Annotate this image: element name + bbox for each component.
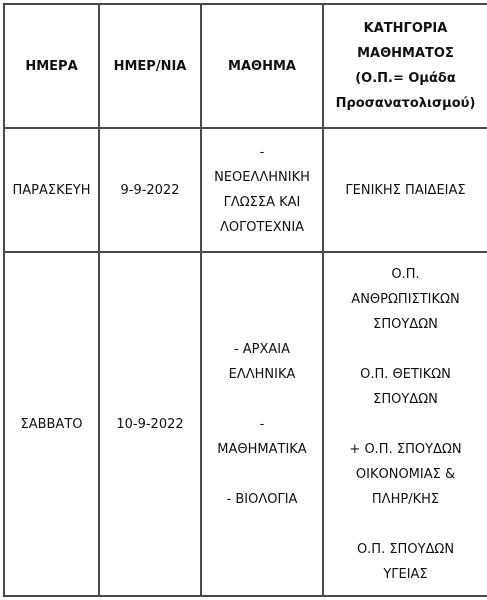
category-line: ΟΙΚΟΝΟΜΙΑΣ & (355, 466, 456, 482)
category-line: Ο.Π. (391, 266, 420, 282)
cell-day: ΣΑΒΒΑΤΟ (4, 252, 99, 596)
spacer (328, 337, 483, 362)
header-category (323, 4, 487, 128)
subject-line: ΕΛΛΗΝΙΚΑ (228, 366, 296, 382)
cell-day: ΠΑΡΑΣΚΕΥΗ (4, 128, 99, 252)
spacer (206, 387, 318, 412)
category-line: Ο.Π. ΘΕΤΙΚΩΝ (360, 366, 451, 382)
category-line: Ο.Π. ΣΠΟΥΔΩΝ (356, 541, 455, 557)
category-line: ΠΛΗΡ/ΚΗΣ (371, 491, 440, 507)
category-line: + Ο.Π. ΣΠΟΥΔΩΝ (349, 441, 462, 457)
table-header-row (4, 4, 487, 128)
header-day: ΗΜΕΡΑ (4, 4, 99, 128)
spacer (206, 462, 318, 487)
subject-line: ΛΟΓΟΤΕΧΝΙΑ (219, 220, 305, 235)
spacer (328, 412, 483, 437)
subject-line: - (259, 145, 265, 160)
subject-line: ΝΕΟΕΛΛΗΝΙΚΗ (214, 170, 310, 185)
subject-line: - (259, 416, 265, 432)
header-category-line: (Ο.Π.= Ομάδα (355, 71, 456, 86)
cell-date: 9-9-2022 (99, 128, 201, 252)
category-line: ΣΠΟΥΔΩΝ (373, 316, 438, 332)
cell-subject (201, 128, 323, 252)
table-row (4, 128, 487, 252)
category-line: ΣΠΟΥΔΩΝ (373, 391, 438, 407)
header-category-line: ΜΑΘΗΜΑΤΟΣ (357, 46, 454, 61)
header-date: ΗΜΕΡ/ΝΙΑ (99, 4, 201, 128)
cell-category: ΓΕΝΙΚΗΣ ΠΑΙΔΕΙΑΣ (323, 128, 487, 252)
table-row (4, 252, 487, 596)
category-line: ΑΝΘΡΩΠΙΣΤΙΚΩΝ (351, 291, 460, 307)
cell-category (323, 252, 487, 596)
subject-line: ΓΛΩΣΣΑ ΚΑΙ (223, 195, 301, 210)
header-category-line: Προσανατολισμού) (335, 96, 476, 111)
header-subject: ΜΑΘΗΜΑ (201, 4, 323, 128)
subject-line: ΜΑΘΗΜΑΤΙΚΑ (217, 441, 307, 457)
header-category-line: ΚΑΤΗΓΟΡΙΑ (363, 21, 448, 36)
exam-schedule-table (3, 3, 487, 597)
category-line: ΥΓΕΙΑΣ (383, 566, 428, 582)
subject-line: - ΑΡΧΑΙΑ (233, 341, 291, 357)
cell-date: 10-9-2022 (99, 252, 201, 596)
spacer (328, 512, 483, 537)
cell-subject (201, 252, 323, 596)
subject-line: - ΒΙΟΛΟΓΙΑ (226, 491, 298, 507)
